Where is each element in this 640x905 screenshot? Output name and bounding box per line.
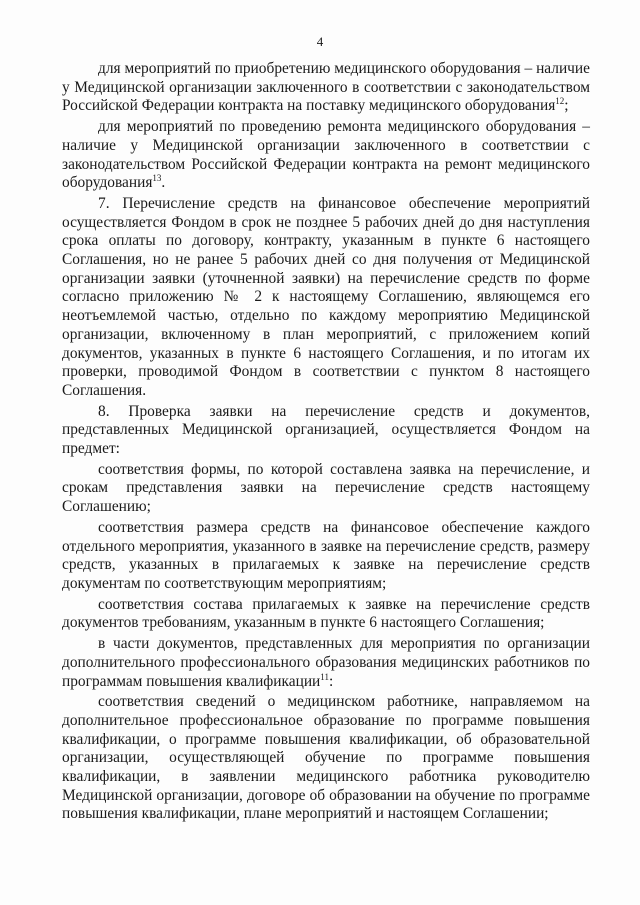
paragraph-training-documents: в части документов, представленных для мероприятия по организации дополнительного профессионального образования медицинских работников по программам повышения квалификации$^{11}$: — [62, 635, 590, 690]
footnote-ref-13[interactable]: 13 — [152, 173, 162, 184]
page-number: 4 — [316, 34, 324, 49]
body-text — [62, 60, 590, 824]
paragraph-equipment-repair: для мероприятий по проведению ремонта медицинского оборудования – наличие у Медицинской организации заключенного в соответствии с законодательством Российской Федерации контракта на ремонт медицинского оборудования$^{13}$. — [62, 118, 590, 192]
paragraph-clause-7: 7. Перечисление средств на финансовое обеспечение мероприятий осуществляется Фондом в срок не позднее 5 рабочих дней до дня наступления срока оплаты по договору, контракту, указанным в пункте 6 настоящего Соглашения, но не ранее 5 рабочих дней со дня получения от Медицинской организации заявки (уточненной заявки) на перечисление средств по форме согласно приложению № 2 к настоящему Соглашению, являющемся его неотъемлемой частью, отдельно по каждому мероприятию Медицинской организации, включенному в план мероприятий, с приложением копий документов, указанных в пункте 6 настоящего Соглашения, и по итогам их проверки, проводимой Фондом в соответствии с пунктом 8 настоящего Соглашения. — [62, 194, 590, 399]
paragraph-check-amount: соответствия размера средств на финансовое обеспечение каждого отдельного мероприятия, указанного в заявке на перечисление средств, размеру средств, указанных в прилагаемых к заявке на перечисление средств документам по соответствующим мероприятиям; — [62, 518, 590, 592]
paragraph-check-form: соответствия формы, по которой составлена заявка на перечисление, и срокам представления заявки на перечисление средств настоящему Соглашению; — [62, 460, 590, 516]
footnote-ref-12[interactable]: 12 — [555, 96, 565, 107]
paragraph-equipment-purchase: для мероприятий по приобретению медицинского оборудования – наличие у Медицинской организации заключенного в соответствии с законодательством Российской Федерации контракта на поставку медицинского оборудования$^{12}$; — [62, 60, 590, 115]
paragraph-check-composition: соответствия состава прилагаемых к заявке на перечисление средств документов требованиям, указанным в пункте 6 настоящего Соглашения; — [62, 595, 590, 632]
footnote-ref-11[interactable]: 11 — [320, 671, 329, 682]
paragraph-clause-8: 8. Проверка заявки на перечисление средств и документов, представленных Медицинской организацией, осуществляется Фондом на предмет: — [62, 402, 590, 458]
paragraph-check-worker-info: соответствия сведений о медицинском работнике, направляемом на дополнительное профессиональное образование по программе повышения квалификации, о программе повышения квалификации, об образовательной организации, осуществляющей обучение по программе повышения квалификации, в заявлении медицинского работника руководителю Медицинской организации, договоре об образовании на обучение по программе повышения квалификации, плане мероприятий и настоящем Соглашении; — [62, 693, 590, 823]
